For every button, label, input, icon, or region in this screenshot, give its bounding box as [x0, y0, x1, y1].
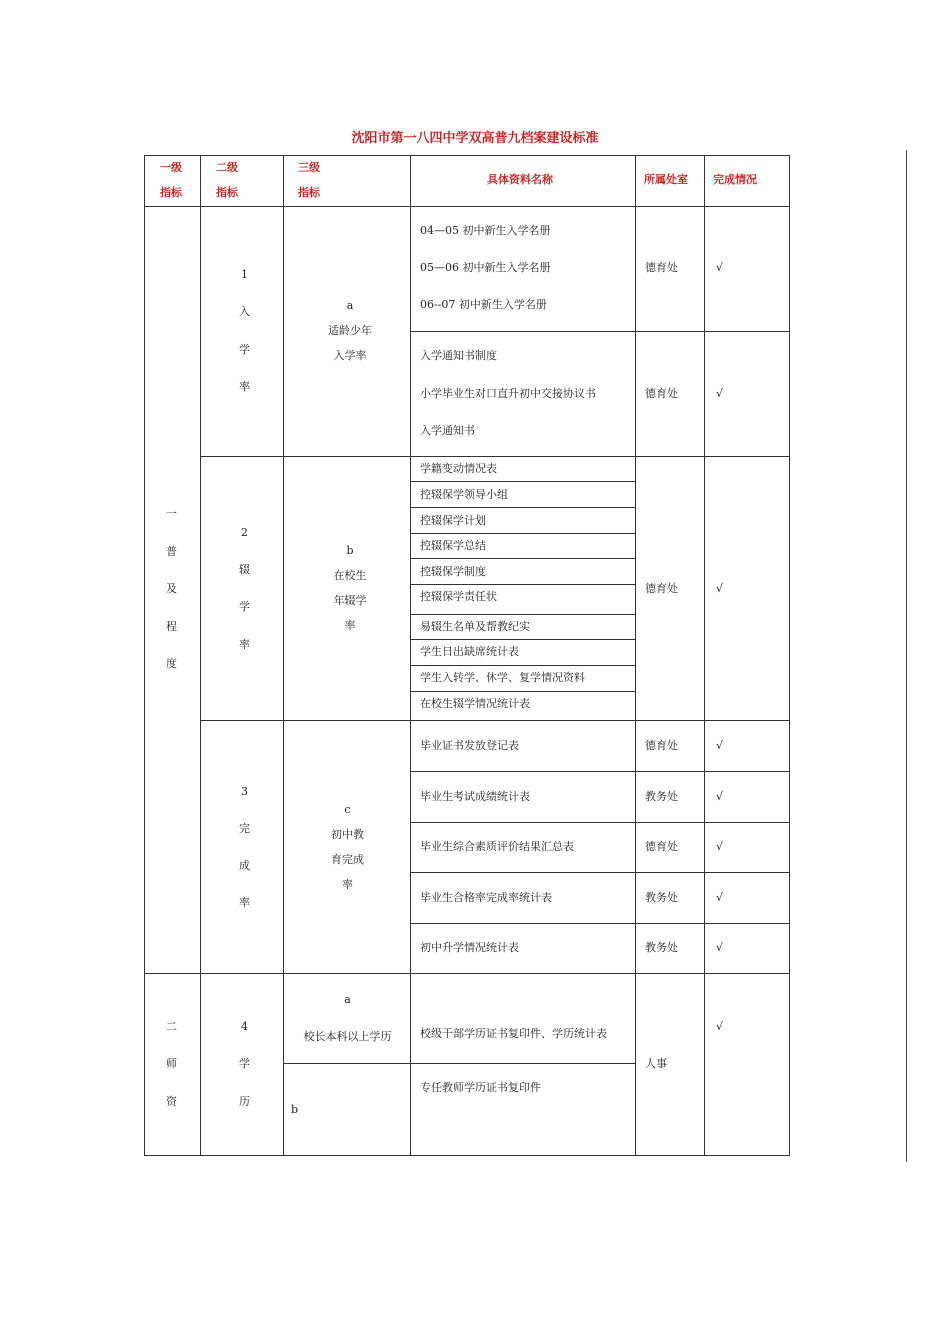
level2-3-char: 成 [239, 859, 250, 872]
material-item: 控辍保学总结 [420, 539, 486, 552]
level2-4-char: 历 [239, 1095, 250, 1108]
level1-a-char: 程 [166, 620, 177, 633]
department-cell: 德育处 [645, 261, 678, 274]
material-item: 毕业证书发放登记表 [420, 739, 519, 752]
level3-e-label: b [291, 1103, 299, 1116]
level2-2-char: 率 [239, 638, 250, 651]
department-cell: 教务处 [645, 941, 678, 954]
level3-b-line: b [346, 544, 354, 557]
level3-b-line: 在校生 [333, 569, 367, 582]
material-item: 毕业生合格率完成率统计表 [420, 891, 552, 904]
header-level3-line1: 三级 [298, 161, 320, 174]
level2-4-char: 4 [241, 1020, 248, 1033]
material-item: 毕业生考试成绩统计表 [420, 790, 530, 803]
level3-c-line: 育完成 [331, 853, 364, 866]
header-completion: 完成情况 [713, 173, 757, 186]
material-item: 校级干部学历证书复印件、学历统计表 [420, 1027, 607, 1040]
check-mark: √ [716, 387, 724, 400]
material-item: 控辍保学责任状 [420, 590, 497, 603]
material-item: 小学毕业生对口直升初中交接协议书 [420, 387, 596, 400]
header-level1-line1: 一级 [160, 161, 182, 174]
material-item: 05—06 初中新生入学名册 [420, 261, 551, 274]
department-cell: 教务处 [645, 891, 678, 904]
level3-b-line: 率 [344, 619, 356, 632]
level3-a-line: 入学率 [333, 349, 367, 362]
level1-a-char: 一 [166, 507, 177, 520]
department-cell: 人事 [645, 1057, 667, 1070]
check-mark: √ [716, 790, 724, 803]
level2-1-char: 率 [239, 380, 250, 393]
level2-3-char: 率 [239, 896, 250, 909]
level2-1-char: 入 [239, 305, 250, 318]
level3-a-line: a [346, 299, 354, 312]
check-mark: √ [716, 941, 724, 954]
check-mark: √ [716, 582, 724, 595]
department-cell: 教务处 [645, 790, 678, 803]
level3-a-line: 适龄少年 [328, 324, 372, 337]
level2-1-char: 学 [239, 343, 250, 356]
material-item: 学籍变动情况表 [420, 462, 497, 475]
level2-2-char: 辍 [239, 563, 250, 576]
level1-a-char: 普 [166, 545, 177, 558]
material-item: 毕业生综合素质评价结果汇总表 [420, 840, 574, 853]
material-item: 06--07 初中新生入学名册 [420, 298, 547, 311]
header-department: 所属处室 [644, 173, 688, 186]
level2-1-char: 1 [241, 268, 248, 281]
department-cell: 德育处 [645, 387, 678, 400]
level1-b-char: 师 [166, 1057, 177, 1070]
level1-b-char: 资 [166, 1095, 177, 1108]
material-item: 专任教师学历证书复印件 [420, 1081, 541, 1094]
department-cell: 德育处 [645, 582, 678, 595]
level2-3-char: 完 [239, 822, 250, 835]
material-item: 在校生辍学情况统计表 [420, 697, 530, 710]
level2-2-char: 2 [241, 526, 248, 539]
material-item: 易辍生名单及帮教纪实 [420, 620, 530, 633]
material-item: 入学通知书 [420, 424, 475, 437]
material-item: 学生入转学、休学、复学情况资料 [420, 671, 585, 684]
check-mark: √ [716, 261, 724, 274]
material-item: 控辍保学制度 [420, 565, 486, 578]
check-mark: √ [716, 891, 724, 904]
material-item: 控辍保学计划 [420, 514, 486, 527]
material-item: 入学通知书制度 [420, 349, 497, 362]
level3-c-line: 率 [342, 878, 353, 891]
department-cell: 德育处 [645, 739, 678, 752]
material-item: 04—05 初中新生入学名册 [420, 224, 551, 237]
check-mark: √ [716, 739, 724, 752]
header-level2-line1: 二级 [216, 161, 238, 174]
header-level2-line2: 指标 [216, 186, 238, 199]
level3-d-text: 校长本科以上学历 [303, 1030, 392, 1043]
page-title: 沈阳市第一八四中学双高普九档案建设标准 [351, 131, 599, 146]
material-item: 学生日出缺席统计表 [420, 645, 519, 658]
level1-a-char: 度 [166, 657, 177, 670]
header-level1-line2: 指标 [160, 186, 182, 199]
level2-2-char: 学 [239, 600, 250, 613]
level3-b-line: 年辍学 [333, 594, 367, 607]
level2-4-char: 学 [239, 1057, 250, 1070]
header-material-name: 具体资料名称 [487, 173, 553, 186]
header-level3-line2: 指标 [298, 186, 320, 199]
level3-d-label: a [344, 993, 351, 1006]
material-item: 控辍保学领导小组 [420, 488, 508, 501]
department-cell: 德育处 [645, 840, 678, 853]
level3-c-line: c [344, 803, 351, 816]
material-item: 初中升学情况统计表 [420, 941, 519, 954]
check-mark: √ [716, 840, 724, 853]
level2-3-char: 3 [241, 785, 248, 798]
level1-a-char: 及 [166, 582, 177, 595]
level1-b-char: 二 [166, 1020, 177, 1033]
level3-c-line: 初中教 [331, 828, 364, 841]
check-mark: √ [716, 1020, 724, 1033]
